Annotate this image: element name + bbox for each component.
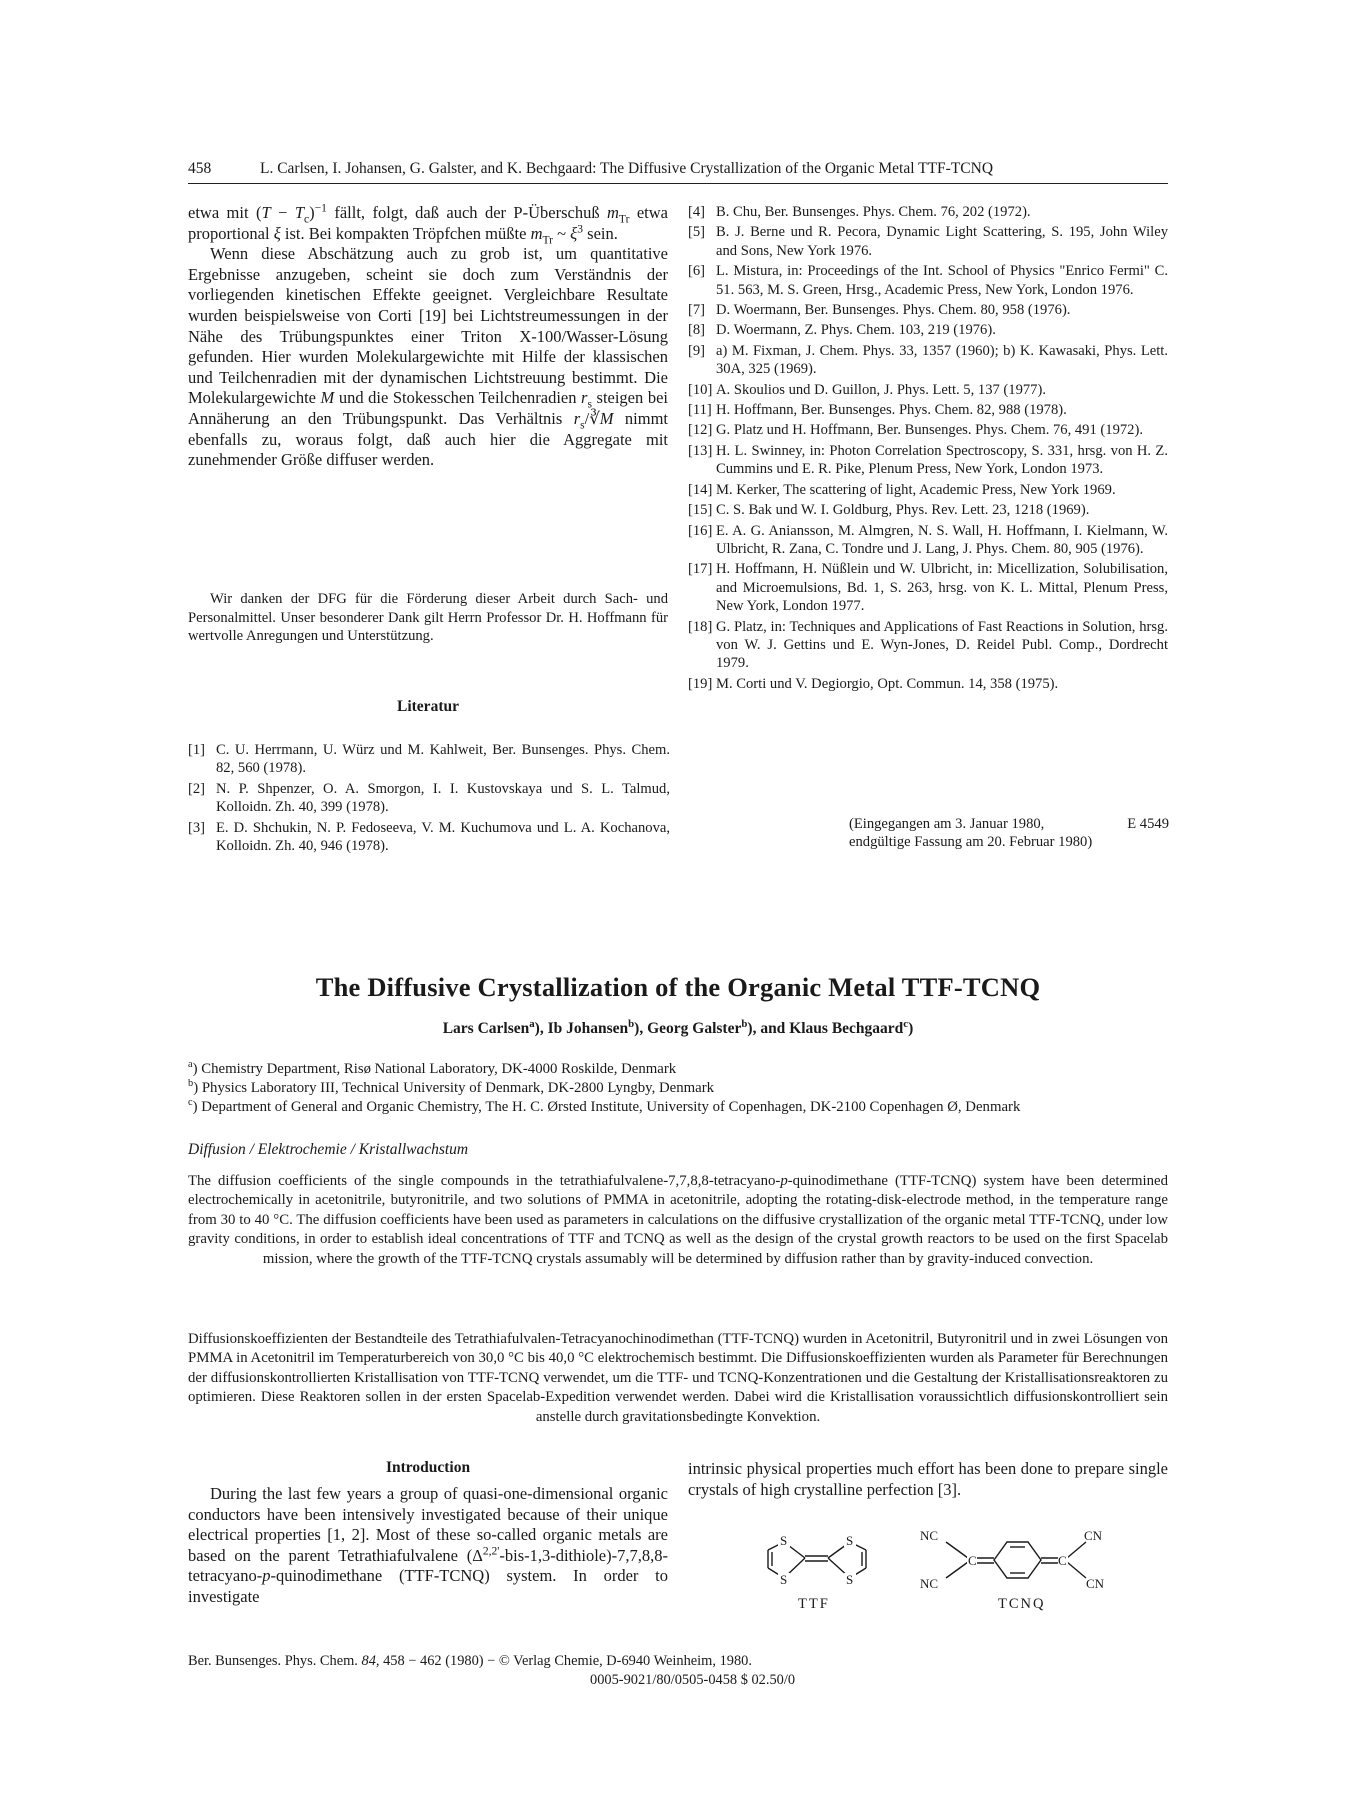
reference-item (688, 301, 1168, 319)
reference-number: [18] (688, 618, 713, 635)
reference-text: H. Hoffmann, H. Nüßlein und W. Ulbricht, in: Micellization, Solubilisation, and Microemulsions, Bd. 1, S. 263, hrsg. von K. L. Mittal, Plenum Press, New York, London 1977. (716, 561, 1168, 615)
reference-item (188, 780, 670, 817)
abstract-german: Diffusionskoeffizienten der Bestandteile des Tetrathiafulvalen-Tetracyanochinodimethan (TTF-TCNQ) wurden in Acetonitril, Butyronitril und in zwei Lösungen von PMMA in Acetonitril im Temperaturbereich von 30,0 °C bis 40,0 °C elektrochemisch bestimmt. Die Diffusionskoeffizienten wurden als Parameter für Berechnungen der diffusionskontrollierten Kristallisation von TTF-TCNQ verwendet, um die TTF- und TCNQ-Konzentrationen und die Gestaltung der Kristallisationsreaktoren zu optimieren. Diese Reaktoren sollen in der ersten Spacelab-Expedition verwendet werden. Dabei wird die Kristallisation voraussichtlich diffusionskontrolliert sein anstelle durch gravitationsbedingte Konvektion. (188, 1331, 1168, 1425)
page-range: 458 − 462 (383, 1653, 442, 1669)
literatur-heading: Literatur (397, 698, 459, 715)
atom-c: C (1058, 1553, 1067, 1568)
affiliation-item: $^c$) Department of General and Organic Chemistry, The H. C. Ørsted Institute, University of Copenhagen, DK-2100 Copenhagen Ø, Denmark (188, 1097, 1021, 1116)
introduction-text-left: During the last few years a group of quasi-one-dimensional organic conductors have been intensively investigated because of their unique electrical properties [1, 2]. Most of these so-called organic metals are based on the parent Tetrathiafulvalene $(\Delta^{2,2'}-bis-1,3-dithiole)-7,7,8,8-tetracyano-p$-quinodimethane (TTF-TCNQ) system. In order to investigate (188, 1484, 668, 1606)
reference-number: [13] (688, 442, 713, 459)
author-name: Georg Galster (647, 1020, 742, 1037)
reference-list-right (688, 203, 1168, 695)
reference-item (688, 342, 1168, 379)
paragraph-continuation: etwa mit $(T - T_c)^{-1}$ fällt, folgt, daß auch der P-Überschuß $m_{Tr}$ etwa proportional ξ ist. Bei kompakten Tröpfchen müßte $m_{Tr}$ ~ $\xi^3$ sein. (188, 202, 668, 246)
reference-number: [4] (688, 204, 706, 220)
cyano-group: NC (920, 1576, 939, 1591)
article-title: The Diffusive Crystallization of the Organic Metal TTF-TCNQ (315, 972, 1041, 1002)
reference-item (688, 442, 1168, 479)
reference-text: a) M. Fixman, J. Chem. Phys. 33, 1357 (1960); b) K. Kawasaki, Phys. Lett. 30A, 325 (1969). (716, 342, 1168, 378)
issn-code: 0005-9021/80/0505-0458 $ 02.50/0 (590, 1672, 796, 1688)
reference-number: [12] (688, 422, 713, 439)
reference-item (688, 262, 1168, 299)
reference-item (688, 203, 1168, 221)
reference-number: [19] (688, 675, 713, 692)
reference-number: [11] (688, 402, 712, 419)
reference-text: H. Hoffmann, Ber. Bunsenges. Phys. Chem. 82, 988 (1978). (716, 402, 1067, 419)
introduction-text-right: intrinsic physical properties much effort has been done to prepare single crystals of high crystalline perfection [3]. (688, 1459, 1168, 1499)
reference-text: L. Mistura, in: Proceedings of the Int. School of Physics "Enrico Fermi" C. 51. 563, M. S. Green, Hrsg., Academic Press, New York, London 1976. (716, 263, 1168, 298)
reference-item (188, 741, 670, 778)
ttf-label: TTF (798, 1596, 830, 1612)
reference-number: [5] (688, 224, 706, 241)
reference-number: [14] (688, 481, 713, 498)
affiliation-item: $^b$) Physics Laboratory III, Technical University of Denmark, DK-2800 Lyngby, Denmark (188, 1078, 715, 1097)
final-version-date: endgültige Fassung am 20. Februar 1980) (849, 834, 1093, 851)
received-date: (Eingegangen am 3. Januar 1980, (849, 816, 1045, 832)
reference-item (688, 481, 1168, 499)
received-note (849, 815, 1169, 852)
reference-text: C. U. Herrmann, U. Würz und M. Kahlweit, Ber. Bunsenges. Phys. Chem. 82, 560 (1978). (216, 742, 670, 777)
cyano-group: NC (920, 1528, 939, 1543)
footer (188, 1652, 1168, 1690)
author-name: Lars Carlsen (442, 1020, 530, 1037)
keywords: Diffusion / Elektrochemie / Kristallwachstum (188, 1141, 469, 1158)
reference-text: M. Kerker, The scattering of light, Academic Press, New York 1969. (716, 481, 1116, 498)
reference-item (688, 401, 1168, 419)
reference-number: [15] (688, 502, 713, 519)
atom-s: S (846, 1533, 854, 1548)
author-mark: b (628, 1017, 635, 1030)
citation-line (188, 1652, 1168, 1671)
reference-text: C. S. Bak und W. I. Goldburg, Phys. Rev. Lett. 23, 1218 (1969). (716, 502, 1090, 519)
reference-number: [7] (688, 302, 706, 319)
author-name: Klaus Bechgaard (789, 1020, 904, 1037)
reference-text: E. A. G. Aniansson, M. Almgren, N. S. Wall, H. Hoffmann, I. Kielmann, W. Ulbricht, R. Zana, C. Tondre und J. Lang, J. Phys. Chem. 80, 905 (1976). (716, 522, 1168, 557)
running-header (188, 158, 1168, 184)
reference-text: G. Platz, in: Techniques and Applications of Fast Reactions in Solution, hrsg. von W. J. Gettins und E. Wyn-Jones, D. Reidel Publ. Comp., Dordrecht 1979. (716, 618, 1168, 672)
journal-name: Ber. Bunsenges. Phys. Chem. (188, 1653, 358, 1669)
cyano-group: CN (1084, 1528, 1103, 1543)
left-column-text (188, 203, 668, 471)
reference-number: [3] (188, 819, 206, 836)
acknowledgment: Wir danken der DFG für die Förderung dieser Arbeit durch Sach- und Personalmittel. Unser besonderer Dank gilt Herrn Professor Dr. H. Hoffmann für wertvolle Anregungen und Unterstützung. (188, 591, 668, 645)
atom-s: S (780, 1572, 788, 1587)
reference-text: H. L. Swinney, in: Photon Correlation Spectroscopy, S. 331, hrsg. von H. Z. Cummins und E. R. Pike, Plenum Press, New York, London 1973. (716, 442, 1168, 478)
introduction-heading: Introduction (385, 1459, 471, 1476)
reference-number: [2] (188, 780, 206, 797)
reference-text: B. Chu, Ber. Bunsenges. Phys. Chem. 76, 202 (1972). (716, 204, 1031, 220)
year: (1980) − © (445, 1653, 510, 1669)
atom-s: S (846, 1572, 854, 1587)
affiliation-item: $^a$) Chemistry Department, Risø National Laboratory, DK-4000 Roskilde, Denmark (188, 1059, 677, 1077)
paragraph-estimate: Wenn diese Abschätzung auch zu grob ist, um quantitative Ergebnisse anzugeben, scheint sie doch zum Verständnis der vorliegenden kinetischen Effekte geeignet. Vergleichbare Resultate wurden beispielsweise von Corti [19] bei Lichtstreumessungen in der Nähe des Trübungspunktes einer Triton X-100/Wasser-Lösung gefunden. Hier wurden Molekulargewichte mit Hilfe der klassischen und Teilchenradien mit der dynamischen Lichtstreuung bestimmt. Die Molekulargewichte M und die Stokesschen Teilchenradien $r_s$ steigen bei Annäherung an den Trübungspunkt. Das Verhältnis $r_s/∛M$ nimmt ebenfalls zu, woraus folgt, daß auch hier die Aggregate mit zunehmender Größe diffuser werden. (188, 244, 668, 470)
reference-number: [6] (688, 263, 706, 280)
reference-text: E. D. Shchukin, N. P. Fedoseeva, V. M. Kuchumova und L. A. Kochanova, Kolloidn. Zh. 40, 946 (1978). (216, 819, 670, 855)
running-title: L. Carlsen, I. Johansen, G. Galster, and K. Bechgaard: The Diffusive Crystallization of the Organic Metal TTF-TCNQ (260, 160, 994, 177)
ttf-structure (760, 1520, 880, 1615)
page-number: 458 (188, 160, 212, 177)
reference-number: [10] (688, 381, 713, 398)
reference-text: G. Platz und H. Hoffmann, Ber. Bunsenges. Phys. Chem. 76, 491 (1972). (716, 422, 1143, 439)
tcnq-label: TCNQ (998, 1596, 1046, 1612)
reference-text: M. Corti und V. Degiorgio, Opt. Commun. 14, 358 (1975). (716, 675, 1059, 692)
reference-item (688, 223, 1168, 260)
reference-number: [16] (688, 522, 713, 539)
volume: 84, (361, 1653, 380, 1669)
reference-number: [8] (688, 322, 706, 339)
reference-item (688, 618, 1168, 673)
abstract-english: The diffusion coefficients of the single compounds in the tetrathiafulvalene-7,7,8,8-tetracyano-p-quinodimethane (TTF-TCNQ) system have been determined electrochemically in acetonitrile, butyronitrile, and two solutions of PMMA in acetonitrile, adopting the rotating-disk-electrode method, in the temperature range from 30 to 40 °C. The diffusion coefficients have been used as parameters in calculations on the diffusive crystallization of the organic metal TTF-TCNQ, under low gravity conditions, in order to establish ideal concentrations of TTF and TCNQ as well as the design of the crystal growth reactors to be used on the first Spacelab mission, where the growth of the TTF-TCNQ crystals assumably will be determined by diffusion rather than by gravity-induced convection. (188, 1173, 1168, 1267)
affiliations (188, 1060, 1168, 1118)
cyano-group: CN (1086, 1576, 1105, 1591)
reference-text: B. J. Berne und R. Pecora, Dynamic Light Scattering, S. 195, John Wiley and Sons, New York 1976. (716, 224, 1168, 259)
reference-item (688, 321, 1168, 339)
reference-item (688, 501, 1168, 519)
reference-item (688, 675, 1168, 693)
reference-list-left (188, 741, 670, 857)
reference-item (688, 381, 1168, 399)
author-mark: c (903, 1017, 909, 1030)
reference-item (688, 560, 1168, 615)
reference-item (688, 522, 1168, 559)
reference-text: N. P. Shpenzer, O. A. Smorgon, I. I. Kustovskaya und S. L. Talmud, Kolloidn. Zh. 40, 399 (1978). (216, 780, 670, 816)
author-line: Lars Carlsen$^a$), Ib Johansen$^b$), Georg Galster$^b$), and Klaus Bechgaard$^c$) (442, 1017, 914, 1037)
tcnq-structure (920, 1520, 1110, 1615)
publisher: Verlag Chemie, D-6940 Weinheim, 1980. (513, 1653, 752, 1669)
reference-text: D. Woermann, Ber. Bunsenges. Phys. Chem. 80, 958 (1976). (716, 302, 1071, 319)
manuscript-code: E 4549 (1127, 816, 1169, 832)
author-mark: a (529, 1017, 535, 1030)
reference-text: D. Woermann, Z. Phys. Chem. 103, 219 (1976). (716, 322, 996, 339)
author-mark: b (741, 1017, 748, 1030)
reference-number: [17] (688, 561, 713, 578)
reference-number: [1] (188, 742, 206, 758)
author-name: Ib Johansen (547, 1020, 629, 1037)
reference-number: [9] (688, 342, 706, 359)
reference-item (688, 421, 1168, 439)
atom-s: S (780, 1533, 788, 1548)
atom-c: C (968, 1553, 977, 1568)
reference-item (188, 819, 670, 856)
reference-text: A. Skoulios und D. Guillon, J. Phys. Lett. 5, 137 (1977). (716, 381, 1046, 398)
